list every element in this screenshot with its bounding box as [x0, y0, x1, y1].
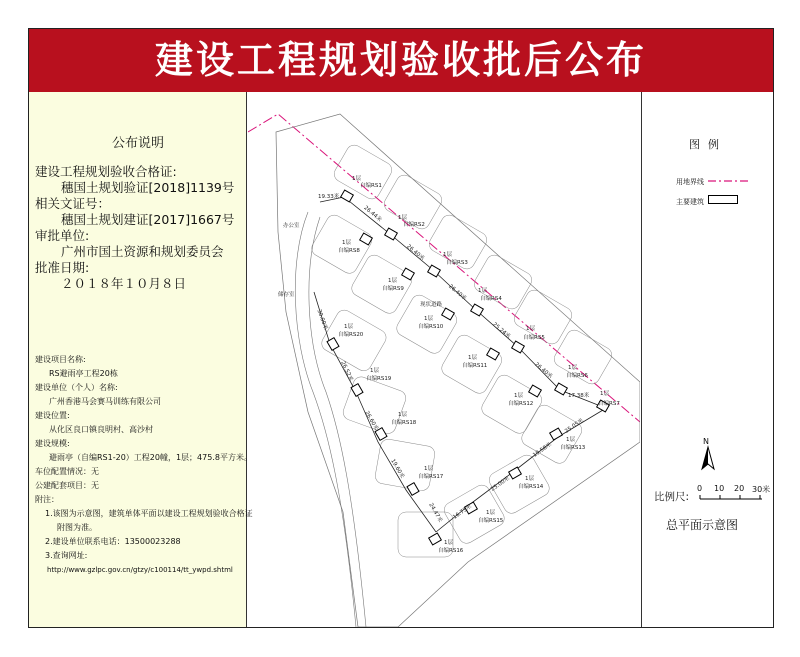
floor-label: 1层: [444, 540, 453, 546]
dimension-label: 26.40米: [533, 361, 554, 380]
building-label: 自编RS8: [338, 248, 360, 254]
scale-tick: 0: [697, 484, 703, 493]
scale-value: 避雨亭（自编RS1-20）工程20幢，1层；475.8平方米。: [49, 453, 252, 462]
building-label: 自编RS10: [418, 324, 444, 330]
building-label: 自编RS7: [598, 401, 620, 407]
floor-label: 1层: [514, 393, 523, 399]
warehouse-label: 储存室: [278, 292, 295, 298]
floor-label: 1层: [568, 365, 577, 371]
floor-label: 1层: [468, 355, 477, 361]
building-label: 自编RS2: [403, 222, 425, 228]
building-label: 自编RS4: [480, 296, 502, 302]
dimension-label: 30.00米: [315, 308, 329, 331]
building-label: 自编RS13: [560, 445, 586, 451]
boundary-legend-label: 用地界线: [676, 178, 704, 186]
dimension-label: 19.33米: [318, 194, 340, 200]
dimension-label: 19.58米: [532, 441, 553, 459]
floor-label: 1层: [600, 391, 609, 397]
cert-value: 穗国土规划验证[2018]1139号: [61, 180, 235, 195]
floor-label: 1层: [370, 368, 379, 374]
road-curve-2: [309, 217, 366, 627]
dimension-label: 25.24米: [491, 321, 512, 340]
road-label: 现状道路: [420, 302, 443, 308]
floor-label: 1层: [398, 412, 407, 418]
scale-tick: 20: [734, 484, 745, 493]
query-url[interactable]: http://www.gzlpc.gov.cn/gtzy/c100114/tt_ywpd.shtml: [47, 566, 233, 574]
dimension-label: 25.05米: [564, 417, 585, 435]
building-label: 自编RS20: [338, 332, 364, 338]
unit-value: 广州香港马会赛马训练有限公司: [49, 397, 161, 406]
plan-caption: 总平面示意图: [666, 518, 739, 532]
building-label: 自编RS3: [446, 260, 468, 266]
location-value: 从化区良口镇良明村、高沙村: [49, 425, 153, 434]
floor-label: 1层: [398, 215, 407, 221]
project-value: RS避雨亭工程20栋: [49, 369, 118, 378]
legend-panel: [641, 92, 773, 627]
related-value: 穗国土规划建证[2017]1667号: [61, 212, 235, 227]
note-2: 2.建设单位联系电话：13500023288: [45, 537, 181, 546]
building-legend-box: [708, 195, 738, 204]
floor-label: 1层: [443, 252, 452, 258]
scale-tick: 10: [714, 484, 725, 493]
dimension-label: 16.73米: [452, 503, 473, 521]
related-label: 相关文证号：: [35, 196, 111, 211]
building-label: 自编RS18: [391, 420, 417, 426]
unit-label: 建设单位（个人）名称:: [35, 383, 118, 392]
dimension-label: 26.40米: [405, 243, 426, 262]
dimension-label: 17.38米: [568, 393, 590, 399]
dimension-label: 26.52米: [339, 360, 354, 383]
building-label: 自编RS1: [360, 183, 382, 189]
facilities-info: 公建配套项目：无: [35, 481, 99, 490]
building-label: 自编RS11: [462, 363, 488, 369]
dimension-label: 19.60米: [389, 458, 406, 480]
building-label: 自编RS14: [518, 484, 544, 490]
page-title: 建设工程规划验收批后公布: [29, 29, 773, 92]
cert-label: 建设工程规划验收合格证:: [35, 164, 177, 179]
building-legend-label: 主要建筑: [676, 198, 704, 206]
notice-panel: [29, 92, 253, 627]
location-label: 建设位置:: [35, 411, 70, 420]
legend-title: 图例: [689, 138, 727, 151]
date-value: ２０１８年１０月８日: [61, 276, 187, 291]
plot-grid: [309, 142, 615, 557]
scale-title: 比例尺:: [654, 491, 690, 503]
note-1b: 附图为准。: [57, 523, 97, 532]
floor-label: 1层: [342, 240, 351, 246]
boundary-legend-line: [708, 178, 748, 184]
notes-label: 附注：: [35, 495, 59, 504]
building-label: 自编RS16: [438, 548, 464, 554]
project-label: 建设项目名称:: [35, 355, 86, 364]
building-label: 自编RS6: [566, 373, 588, 379]
dimension-label: 24.47米: [427, 502, 444, 524]
floor-label: 1层: [525, 476, 534, 482]
notice-heading: 公布说明: [111, 136, 164, 151]
building-label: 自编RS12: [508, 401, 534, 407]
floor-label: 1层: [388, 278, 397, 284]
building-label: 自编RS9: [382, 286, 404, 292]
approver-value: 广州市国土资源和规划委员会: [61, 244, 224, 259]
site-plan: [248, 92, 640, 627]
scale-tick: 30米: [752, 485, 771, 494]
floor-label: 1层: [424, 316, 433, 322]
road-curve: [295, 212, 356, 627]
floor-label: 1层: [566, 437, 575, 443]
parking-info: 车位配置情况：无: [35, 467, 99, 476]
scale-label: 建设规模:: [35, 439, 70, 448]
floor-label: 1层: [424, 466, 433, 472]
floor-label: 1层: [486, 510, 495, 516]
floor-label: 1层: [344, 324, 353, 330]
dimension-label: 26.44米: [362, 205, 383, 224]
dimension-label: 25.00米: [490, 475, 511, 493]
north-label: N: [703, 437, 709, 446]
floor-label: 1层: [352, 176, 361, 182]
dimension-label: 26.40米: [447, 283, 468, 302]
office-label: 办公室: [283, 223, 300, 229]
floor-label: 1层: [526, 326, 535, 332]
date-label: 批准日期:: [35, 260, 90, 275]
approver-label: 审批单位:: [35, 228, 90, 243]
building-label: 自编RS15: [478, 518, 504, 524]
floor-label: 1层: [478, 288, 487, 294]
note-1a: 1.该图为示意图，建筑单体平面以建设工程规划验收合格证: [45, 509, 253, 518]
building-label: 自编RS5: [523, 335, 545, 341]
building-label: 自编RS17: [418, 474, 444, 480]
note-3: 3.查询网址:: [45, 551, 88, 560]
site-plan-drawing: [248, 92, 640, 627]
building-label: 自编RS19: [366, 376, 392, 382]
dimension-label: 26.60米: [363, 410, 380, 432]
